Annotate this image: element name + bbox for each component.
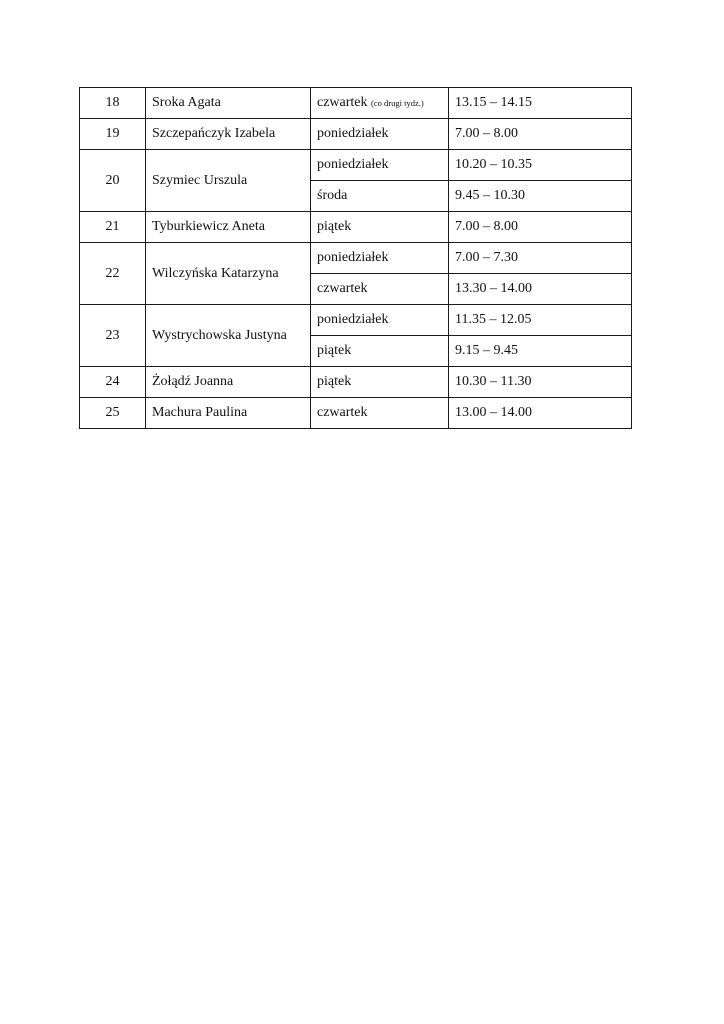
weekday: poniedziałek: [311, 243, 449, 274]
consultation-schedule-table: [79, 87, 632, 429]
teacher-name: Tyburkiewicz Aneta: [146, 212, 311, 243]
row-number: 20: [80, 150, 146, 212]
weekday: poniedziałek: [311, 119, 449, 150]
table-row: [80, 119, 632, 150]
table-row: [80, 367, 632, 398]
time-range: 7.00 – 8.00: [449, 119, 632, 150]
teacher-name: Szymiec Urszula: [146, 150, 311, 212]
time-range: 10.20 – 10.35: [449, 150, 632, 181]
teacher-name: Machura Paulina: [146, 398, 311, 429]
table-row: [80, 243, 632, 274]
time-range: 9.45 – 10.30: [449, 181, 632, 212]
weekday: poniedziałek: [311, 150, 449, 181]
teacher-name: Sroka Agata: [146, 88, 311, 119]
row-number: 23: [80, 305, 146, 367]
time-range: 10.30 – 11.30: [449, 367, 632, 398]
table-row: [80, 150, 632, 181]
teacher-name: Szczepańczyk Izabela: [146, 119, 311, 150]
weekday: piątek: [311, 336, 449, 367]
table-row: [80, 398, 632, 429]
time-range: 13.00 – 14.00: [449, 398, 632, 429]
teacher-name: Żołądź Joanna: [146, 367, 311, 398]
weekday-cell: [311, 88, 449, 119]
weekday: środa: [311, 181, 449, 212]
weekday: czwartek: [317, 95, 368, 110]
row-number: 24: [80, 367, 146, 398]
time-range: 9.15 – 9.45: [449, 336, 632, 367]
table-row: [80, 88, 632, 119]
weekday: czwartek: [311, 274, 449, 305]
weekday: poniedziałek: [311, 305, 449, 336]
row-number: 21: [80, 212, 146, 243]
teacher-name: Wystrychowska Justyna: [146, 305, 311, 367]
table-row: [80, 212, 632, 243]
row-number: 18: [80, 88, 146, 119]
frequency-note: (co drugi tydz.): [371, 98, 424, 108]
weekday: czwartek: [311, 398, 449, 429]
time-range: 13.30 – 14.00: [449, 274, 632, 305]
weekday: piątek: [311, 367, 449, 398]
time-range: 13.15 – 14.15: [449, 88, 632, 119]
row-number: 22: [80, 243, 146, 305]
teacher-name: Wilczyńska Katarzyna: [146, 243, 311, 305]
table-row: [80, 305, 632, 336]
weekday: piątek: [311, 212, 449, 243]
time-range: 11.35 – 12.05: [449, 305, 632, 336]
time-range: 7.00 – 7.30: [449, 243, 632, 274]
time-range: 7.00 – 8.00: [449, 212, 632, 243]
row-number: 25: [80, 398, 146, 429]
row-number: 19: [80, 119, 146, 150]
